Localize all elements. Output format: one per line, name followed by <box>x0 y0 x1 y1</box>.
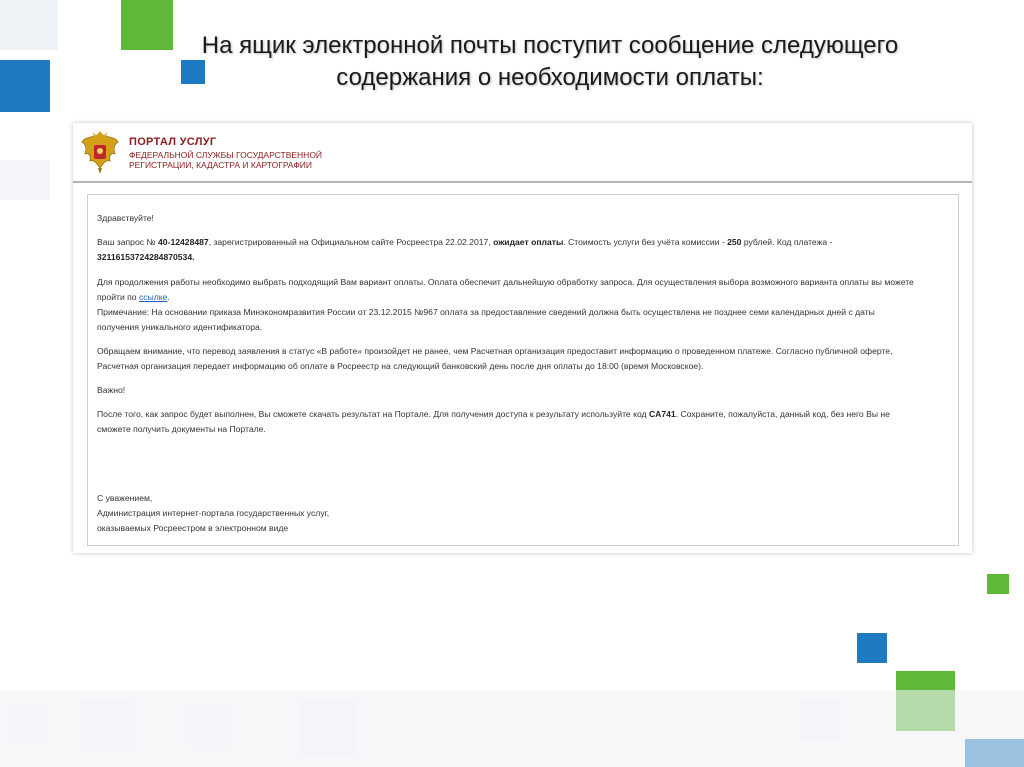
continue-line2-prefix: пройти по <box>97 292 139 302</box>
attention-line1: Обращаем внимание, что перевод заявления в статус «В работе» произойдет не ранее, чем Расчетная организация предоставит информацию о проведенном платеже. Согласно публичной оферте, <box>97 346 893 356</box>
request-number: 40-12428487 <box>158 237 209 247</box>
attention-paragraph <box>97 344 953 374</box>
signature <box>97 491 953 536</box>
continue-line1: Для продолжения работы необходимо выбрать подходящий Вам вариант оплаты. Оплата обеспечит дальнейшую обработку запроса. Для осуществления выбора возможного варианта оплаты вы можете <box>97 277 914 287</box>
request-code-text: рублей. Код платежа - <box>741 237 833 247</box>
decor-square-faint <box>190 705 230 745</box>
portal-subtitle <box>129 150 322 170</box>
decor-square-faint <box>0 0 58 50</box>
slide-title <box>150 30 950 94</box>
decor-square-faint <box>10 705 48 743</box>
slide-title-line1: На ящик электронной почты поступит сообщение следующего <box>201 32 899 59</box>
signature-line1: С уважением, <box>97 493 153 503</box>
decor-square-faint <box>80 700 130 750</box>
note-line2: получения уникального идентификатора. <box>97 322 263 332</box>
continue-paragraph <box>97 275 953 305</box>
after-line1-prefix: После того, как запрос будет выполнен, Вы сможете скачать результат на Портале. Для получения доступа к результату используйте код <box>97 409 649 419</box>
after-paragraph <box>97 407 953 437</box>
request-cost-text: . Стоимость услуги без учёта комиссии - <box>563 237 728 247</box>
important-text: Важно! <box>97 385 126 395</box>
note-paragraph <box>97 305 953 335</box>
email-body <box>87 194 959 546</box>
email-header <box>73 123 972 183</box>
decor-square-faint <box>800 700 840 740</box>
payment-code: 32116153724284870534. <box>97 252 195 262</box>
portal-subtitle-line2: РЕГИСТРАЦИИ, КАДАСТРА И КАРТОГРАФИИ <box>129 160 312 170</box>
coat-of-arms-icon <box>79 128 121 176</box>
decor-square-green <box>987 574 1009 594</box>
portal-title: ПОРТАЛ УСЛУГ <box>129 136 217 148</box>
portal-subtitle-line1: ФЕДЕРАЛЬНОЙ СЛУЖБЫ ГОСУДАРСТВЕННОЙ <box>129 150 323 160</box>
signature-line2: Администрация интернет-портала государственных услуг, <box>97 508 330 518</box>
attention-line2: Расчетная организация передает информацию об оплате в Росреестр на следующий банковский день после дня оплаты до 18:00 (время Московское). <box>97 361 704 371</box>
request-status: ожидает оплаты <box>493 237 564 247</box>
decor-square-blue <box>857 633 887 663</box>
request-mid: , зарегистрированный на Официальном сайте Росреестра 22.02.2017, <box>208 237 494 247</box>
decor-square-faint <box>300 700 355 755</box>
decor-square-blue <box>0 60 50 112</box>
payment-link[interactable]: ссылке <box>138 292 168 302</box>
note-line1: Примечание: На основании приказа Минэкономразвития России от 23.12.2015 №967 оплата за предоставление сведений должна быть осуществлена не позднее семи календарных дней с даты <box>97 307 875 317</box>
decor-square-faint <box>0 690 1024 767</box>
after-line2: сможете получить документы на Портале. <box>97 424 266 434</box>
signature-line3: оказываемых Росреестром в электронном виде <box>97 523 289 533</box>
request-paragraph <box>97 235 953 265</box>
email-screenshot <box>73 123 972 553</box>
after-line1-suffix: . Сохраните, пожалуйста, данный код, без него Вы не <box>675 409 890 419</box>
request-cost: 250 <box>727 237 742 247</box>
access-code: CA741 <box>648 409 676 419</box>
decor-square-faint <box>0 160 50 200</box>
greeting-text: Здравствуйте! <box>97 213 154 223</box>
continue-line2-suffix: . <box>167 292 170 302</box>
request-prefix: Ваш запрос № <box>97 237 159 247</box>
slide-title-line2: содержания о необходимости оплаты: <box>336 64 764 91</box>
